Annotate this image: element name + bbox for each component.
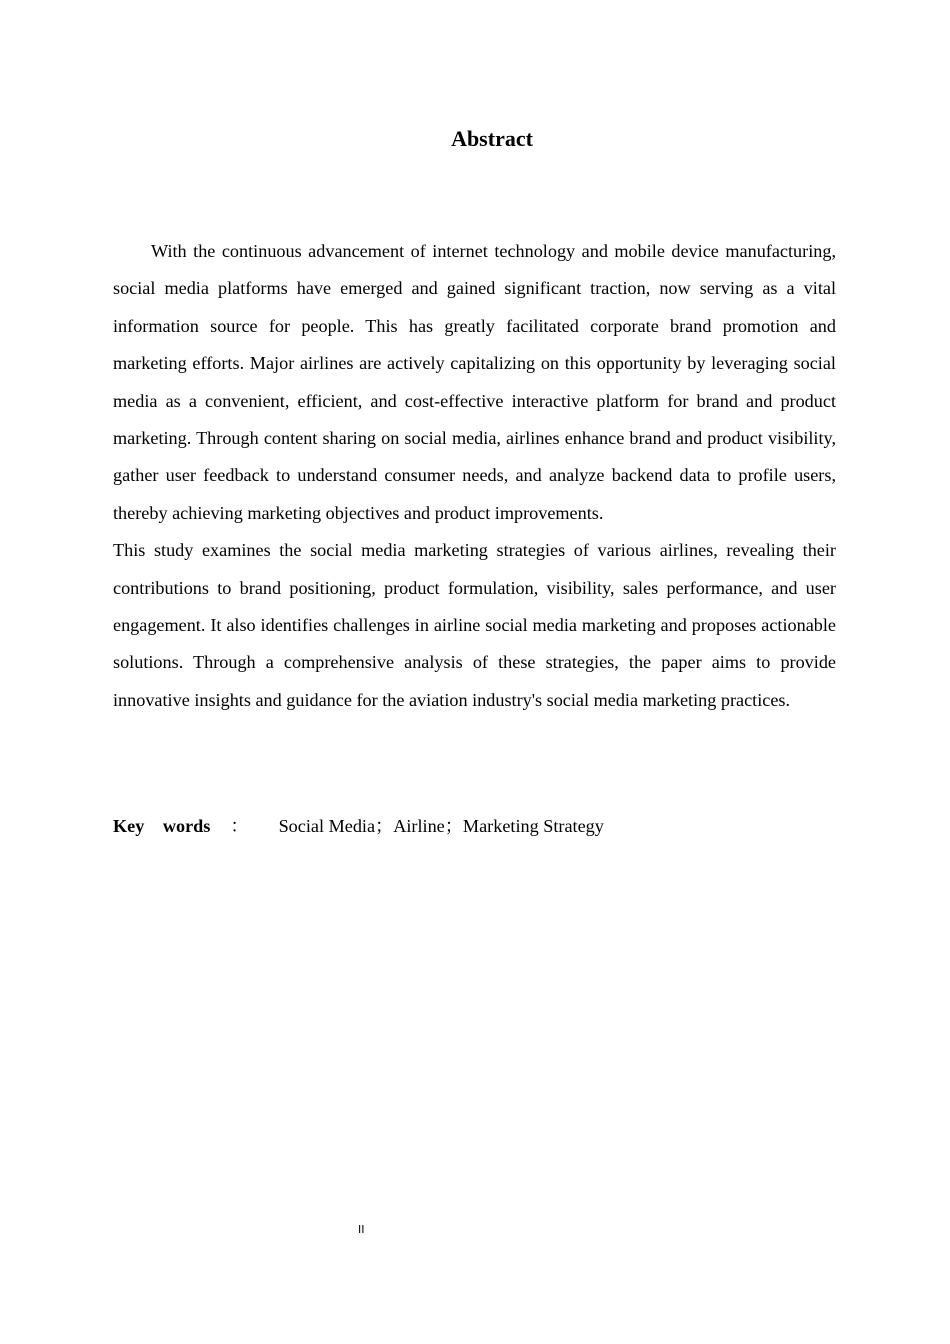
page-number: II [358, 1223, 365, 1236]
abstract-body [113, 233, 836, 719]
abstract-paragraph-2: This study examines the social media marketing strategies of various airlines, revealing their contributions to brand positioning, product formulation, visibility, sales performance, and user engagement. It also identifies challenges in airline social media marketing and proposes actionable solutions. Through a comprehensive analysis of these strategies, the paper aims to provide innovative insights and guidance for the aviation industry's social media marketing practices. [113, 540, 836, 710]
keywords-value: Social Media；Airline；Marketing Strategy [278, 816, 604, 836]
abstract-paragraph-1: With the continuous advancement of internet technology and mobile device manufacturing, social media platforms have emerged and gained significant traction, now serving as a vital information source for people. This has greatly facilitated corporate brand promotion and marketing efforts. Major airlines are actively capitalizing on this opportunity by leveraging social media as a convenient, efficient, and cost-effective interactive platform for brand and product marketing. Through content sharing on social media, airlines enhance brand and product visibility, gather user feedback to understand consumer needs, and analyze backend data to profile users, thereby achieving marketing objectives and product improvements. [113, 241, 836, 523]
abstract-title: Abstract [451, 126, 533, 151]
keywords-line [113, 813, 604, 839]
keywords-separator: ： [230, 816, 249, 836]
keywords-label: Key words [113, 816, 211, 836]
